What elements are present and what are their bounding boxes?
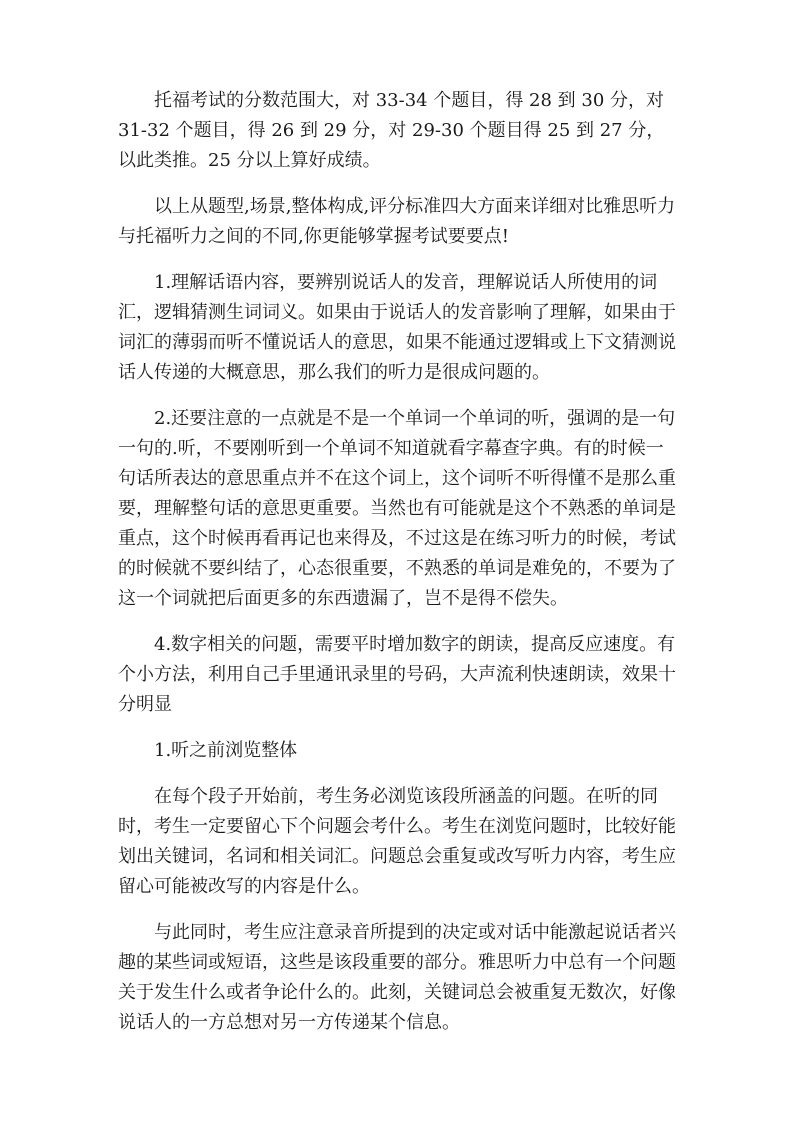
- paragraph-tip-4-numbers: 4.数字相关的问题，需要平时增加数字的朗读，提高反应速度。有个小方法，利用自己手里通讯录里的号码，大声流利快速朗读，效果十分明显: [118, 634, 676, 715]
- paragraph-toefl-score-range: 托福考试的分数范围大，对 33-34 个题目，得 28 到 30 分，对 31-32 个题目，得 26 到 29 分，对 29-30 个题目得 25 到 27 分，以此类推。25 分以上算好成绩。: [118, 90, 665, 171]
- document-body: [118, 86, 678, 1054]
- section-heading-preview: 1.听之前浏览整体: [154, 740, 298, 761]
- paragraph-keywords: 与此同时，考生应注意录音所提到的决定或对话中能激起说话者兴趣的某些词或短语，这些是该段重要的部分。雅思听力中总有一个问题关于发生什么或者争论什么的。此刻，关键词总会被重复无数次，好像说话人的一方总想对另一方传递某个信息。: [118, 922, 676, 1033]
- paragraph-tip-1-understanding: 1.理解话语内容，要辨别说话人的发音，理解说话人所使用的词汇，逻辑猜测生词词义。如果由于说话人的发音影响了理解，如果由于词汇的薄弱而听不懂说话人的意思，如果不能通过逻辑或上下文猜测说话人传递的大概意思，那么我们的听力是很成问题的。: [118, 272, 676, 383]
- paragraph-tip-2-sentence-listening: 2.还要注意的一点就是不是一个单词一个单词的听，强调的是一句一句的.听，不要刚听到一个单词不知道就看字幕查字典。有的时候一句话所表达的意思重点并不在这个词上，这个词听不听得懂不是那么重要，理解整句话的意思更重要。当然也有可能就是这个不熟悉的单词是重点，这个时候再看再记也来得及，不过这是在练习听力的时候，考试的时候就不要纠结了，心态很重要，不熟悉的单词是难免的，不要为了这一个词就把后面更多的东西遗漏了，岂不是得不偿失。: [118, 408, 676, 609]
- paragraph-comparison-summary: 以上从题型,场景,整体构成,评分标准四大方面来详细对比雅思听力与托福听力之间的不同,你更能够掌握考试要要点!: [118, 196, 676, 247]
- paragraph-preview-questions: 在每个段子开始前，考生务必浏览该段所涵盖的问题。在听的同时，考生一定要留心下个问题会考什么。考生在浏览问题时，比较好能划出关键词，名词和相关词汇。问题总会重复或改写听力内容，考生应留心可能被改写的内容是什么。: [118, 786, 676, 897]
